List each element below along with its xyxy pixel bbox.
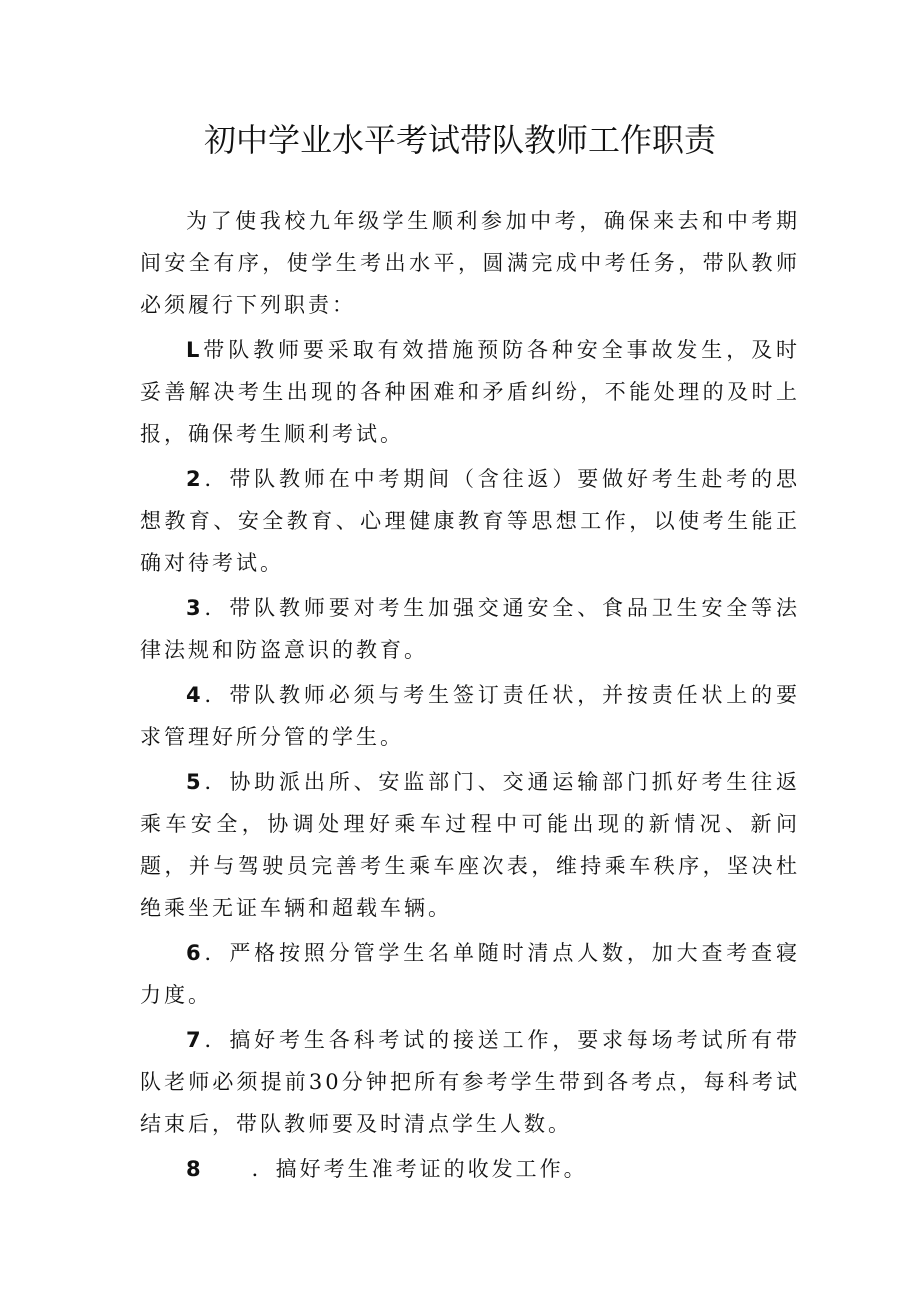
item-text: ．协助派出所、安监部门、交通运输部门抓好考生往返乘车安全，协调处理好乘车过程中可能出现的新情况、新问题，并与驾驶员完善考生乘车座次表，维持乘车秩序，坚决杜绝乘坐无证车辆和超载车辆。 [140, 770, 800, 920]
item-number: 3 [186, 596, 204, 620]
item-number: 8 [186, 1157, 204, 1181]
item-number: L [186, 338, 203, 362]
item-text: ．带队教师在中考期间（含往返）要做好考生赴考的思想教育、安全教育、心理健康教育等思想工作，以使考生能正确对待考试。 [140, 467, 800, 575]
item-text: ．带队教师必须与考生签订责任状，并按责任状上的要求管理好所分管的学生。 [140, 683, 800, 749]
duty-item-2 [140, 458, 800, 584]
item-number: 5 [186, 770, 204, 794]
item-text: ．严格按照分管学生名单随时清点人数，加大查考查寝力度。 [140, 941, 800, 1007]
item-text: ．搞好考生各科考试的接送工作，要求每场考试所有带队老师必须提前30分钟把所有参考学生带到各考点，每科考试结束后，带队教师要及时清点学生人数。 [140, 1028, 800, 1136]
item-text: 带队教师要采取有效措施预防各种安全事故发生，及时妥善解决考生出现的各种困难和矛盾纠纷，不能处理的及时上报，确保考生顺利考试。 [140, 338, 800, 446]
item-text: ．搞好考生准考证的收发工作。 [251, 1157, 588, 1181]
item-number: 4 [186, 683, 204, 707]
item-number: 7 [186, 1028, 204, 1052]
duty-item-5 [140, 761, 800, 929]
duty-item-7 [140, 1019, 800, 1145]
document-title: 初中学业水平考试带队教师工作职责 [203, 121, 716, 159]
duty-item-6 [140, 932, 800, 1016]
duty-item-8 [140, 1148, 800, 1190]
item-text: ．带队教师要对考生加强交通安全、食品卫生安全等法律法规和防盗意识的教育。 [140, 596, 800, 662]
document-body [140, 200, 800, 1193]
item-number: 6 [186, 941, 204, 965]
duty-item-3 [140, 587, 800, 671]
duty-item-4 [140, 674, 800, 758]
item-number: 2 [186, 467, 204, 491]
duty-item-1 [140, 329, 800, 455]
intro-paragraph: 为了使我校九年级学生顺利参加中考，确保来去和中考期间安全有序，使学生考出水平，圆满完成中考任务，带队教师必须履行下列职责： [140, 209, 800, 317]
